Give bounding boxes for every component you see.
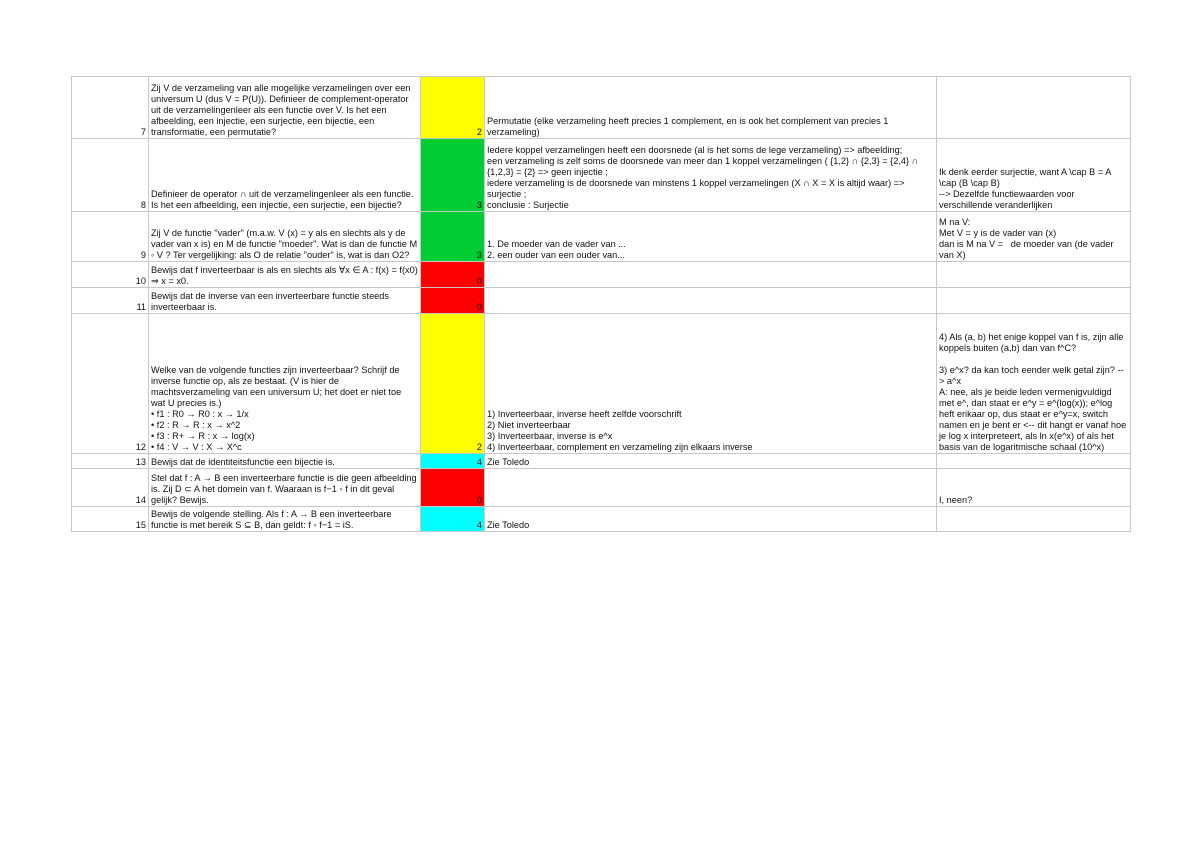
question-cell: Bewijs dat de identiteitsfunctie een bijectie is. — [149, 454, 421, 469]
table-row — [72, 454, 1131, 469]
table-row — [72, 314, 1131, 454]
exercise-table — [71, 76, 1131, 532]
score-cell: 4 — [421, 454, 485, 469]
answer-cell: Iedere koppel verzamelingen heeft een doorsnede (al is het soms de lege verzameling) => afbeelding; een verzameling is zelf soms de doorsnede van meer dan 1 koppel verzamelingen ( {1,2} ∩ {2,3} = {2,4} ∩ {1,2,3} = {2} => geen injectie ; iedere verzameling is de doorsnede van minstens 1 koppel verzamelingen (X ∩ X = X is altijd waar) => surjectie ; conclusie : Surjectie — [485, 139, 937, 212]
row-number: 8 — [72, 139, 149, 212]
row-number: 9 — [72, 212, 149, 262]
comment-cell: 4) Als (a, b) het enige koppel van f is, zijn alle koppels buiten (a,b) dan van f^C? 3) e^x? da kan toch eender welk getal zijn? --> a^x A: nee, als je beide leden vermenigvuldigd met e^, dan staat er e^y = e^(log(x)); e^log heft erikaar op, dus staat er e^y=x, switch namen en je bent er <-- dit hangt er vanaf hoe je log x interpreteert, als ln x(e^x) of als het basis van de logaritmische schaal (10^x) — [937, 314, 1131, 454]
row-number: 14 — [72, 469, 149, 507]
question-cell: Bewijs dat de inverse van een inverteerbare functie steeds inverteerbaar is. — [149, 288, 421, 314]
answer-cell: Zie Toledo — [485, 454, 937, 469]
comment-cell — [937, 288, 1131, 314]
question-cell: Zij V de verzameling van alle mogelijke verzamelingen over een universum U (dus V = P(U)). Definieer de complement-operator uit de verzamelingenleer als een functie over V. Is het een afbeelding, een injectie, een surjectie, een bijectie, een transformatie, een permutatie? — [149, 77, 421, 139]
answer-cell: 1. De moeder van de vader van ... 2. een ouder van een ouder van... — [485, 212, 937, 262]
question-cell: Bewijs dat f inverteerbaar is als en slechts als ∀x ∈ A : f(x) = f(x0) ⇒ x = x0. — [149, 262, 421, 288]
comment-cell: I, neen? — [937, 469, 1131, 507]
answer-cell: Permutatie (elke verzameling heeft precies 1 complement, en is ook het complement van precies 1 verzameling) — [485, 77, 937, 139]
score-cell: 0 — [421, 262, 485, 288]
table-row — [72, 288, 1131, 314]
comment-cell: Ik denk eerder surjectie, want A \cap B = A \cap (B \cap B) --> Dezelfde functiewaarden voor verschillende veranderlijken — [937, 139, 1131, 212]
question-cell: Zij V de functie "vader" (m.a.w. V (x) = y als en slechts als y de vader van x is) en M de functie "moeder". Wat is dan de functie M ◦ V ? Ter vergelijking: als O de relatie "ouder" is, wat is dan O2? — [149, 212, 421, 262]
score-cell: 3 — [421, 139, 485, 212]
score-cell: 4 — [421, 507, 485, 532]
comment-cell — [937, 77, 1131, 139]
row-number: 13 — [72, 454, 149, 469]
answer-cell: 1) Inverteerbaar, inverse heeft zelfde voorschrift 2) Niet inverteerbaar 3) Inverteerbaar, inverse is e^x 4) Inverteerbaar, complement en verzameling zijn elkaars inverse — [485, 314, 937, 454]
score-cell: 2 — [421, 77, 485, 139]
score-cell: 0 — [421, 469, 485, 507]
question-cell: Bewijs de volgende stelling. Als f : A → B een inverteerbare functie is met bereik S ⊆ B, dan geldt: f ◦ f−1 = iS. — [149, 507, 421, 532]
table-row — [72, 262, 1131, 288]
comment-cell — [937, 262, 1131, 288]
question-cell: Stel dat f : A → B een inverteerbare functie is die geen afbeelding is. Zij D ⊂ A het domein van f. Waaraan is f−1 ◦ f in dit geval gelijk? Bewijs. — [149, 469, 421, 507]
table-row — [72, 212, 1131, 262]
row-number: 11 — [72, 288, 149, 314]
answer-cell — [485, 262, 937, 288]
score-cell: 2 — [421, 314, 485, 454]
table-row — [72, 507, 1131, 532]
row-number: 10 — [72, 262, 149, 288]
comment-cell: M na V: Met V = y is de vader van (x) dan is M na V = de moeder van (de vader van X) — [937, 212, 1131, 262]
score-cell: 0 — [421, 288, 485, 314]
answer-cell — [485, 469, 937, 507]
table-row — [72, 139, 1131, 212]
table-row — [72, 77, 1131, 139]
question-cell: Definieer de operator ∩ uit de verzamelingenleer als een functie. Is het een afbeelding, een injectie, een surjectie, een bijectie? — [149, 139, 421, 212]
row-number: 15 — [72, 507, 149, 532]
comment-cell — [937, 507, 1131, 532]
question-cell: Welke van de volgende functies zijn inverteerbaar? Schrijf de inverse functie op, als ze bestaat. (V is hier de machtsverzameling van een universum U; het doet er niet toe wat U precies is.) • f1 : R0 → R0 : x → 1/x • f2 : R → R : x → x^2 • f3 : R+ → R : x → log(x) • f4 : V → V : X → X^c — [149, 314, 421, 454]
score-cell: 3 — [421, 212, 485, 262]
comment-cell — [937, 454, 1131, 469]
answer-cell: Zie Toledo — [485, 507, 937, 532]
row-number: 12 — [72, 314, 149, 454]
table-row — [72, 469, 1131, 507]
row-number: 7 — [72, 77, 149, 139]
answer-cell — [485, 288, 937, 314]
